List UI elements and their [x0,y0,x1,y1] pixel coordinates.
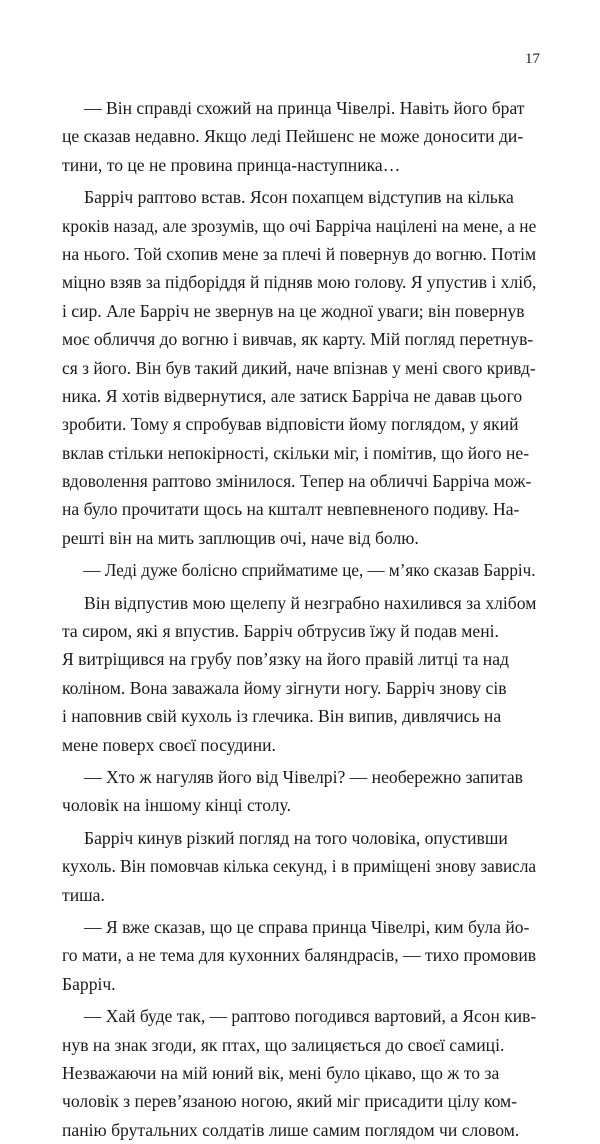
text-line: і сир. Але Барріч не звернув на це жодної уваги; він повернув [62,300,525,321]
paragraph [62,589,536,759]
page-number: 17 [525,51,540,67]
text-line: зробити. Тому я спробував відповісти йому поглядом, у який [62,414,519,435]
text-line: Я витріщився на грубу пов’язку на його правій литці та над [62,649,509,670]
text-line: моє обличчя до вогню і вивчав, як карту. Мій погляд перетнув- [62,329,534,350]
text-line: чоловік з перев’язаною ногою, який міг присадити цілу ком- [62,1091,518,1112]
text-line: і наповнив свій кухоль із глечика. Він випив, дивлячись на [62,706,502,727]
text-line: Незважаючи на мій юний вік, мені було цікаво, що ж то за [62,1062,500,1083]
text-line: Барріч раптово встав. Ясон похапцем відступив на кілька [84,187,514,208]
paragraph [62,183,536,552]
text-line: — Я вже сказав, що це справа принца Чівелрі, ким була йо- [84,916,530,937]
text-line: — Хай буде так, — раптово погодився вартовий, а Ясон кив- [83,1006,537,1027]
text-line: тиша. [62,884,105,905]
text-line: вклав стільки непокірності, скільки міг, і помітив, що його не- [62,442,530,463]
text-line: — Леді дуже болісно сприйматиме це, — м’яко сказав Барріч. [83,560,536,581]
text-line: та сиром, які я впустив. Барріч обтрусив їжу й подав мені. [62,621,499,642]
text-line: чоловік на іншому кінці столу. [62,795,291,816]
text-line: Барріч кинув різкий погляд на того чоловіка, опустивши [84,827,508,848]
text-line: на було прочитати щось на кшталт невпевненого подиву. На- [62,499,520,520]
text-line: — Він справді схожий на принца Чівелрі. Навіть його брат [84,98,525,118]
text-line: решті він на мить заплющив очі, наче від болю. [62,527,419,548]
text-line: кроків назад, але зрозумів, що очі Барріча націлені на мене, а не [62,215,537,236]
text-line: ника. Я хотів відвернутися, але затиск Барріча не давав цього [62,385,523,406]
body-text [62,94,536,1144]
text-line: мене поверх своєї посудини. [62,734,276,755]
text-line: це сказав недавно. Якщо леді Пейшенс не може доносити ди- [62,126,524,147]
text-line: нув на знак згоди, як птах, що залицяється до своєї самиці. [62,1034,505,1055]
text-line: ся з його. Він був такий дикий, наче впізнав у мені свого кривд- [62,357,536,378]
text-line: кухоль. Він помовчав кілька секунд, і в приміщені знову зависла [62,856,537,877]
text-line: вдоволення раптово змінилося. Тепер на обличчі Барріча мож- [62,471,532,492]
text-line: Барріч. [62,973,116,994]
paragraph [62,94,536,179]
text-line: на нього. Той схопив мене за плечі й повернув до вогню. Потім [62,243,537,264]
text-line: — Хто ж нагуляв його від Чівелрі? — необережно запитав [84,766,523,787]
text-line: Він відпустив мою щелепу й незграбно нахилився за хлібом [84,592,537,613]
text-line: тини, то це не провина принца-наступника… [62,154,401,175]
text-line: міцно взяв за підборіддя й підняв мою голову. Я упустив і хліб, [62,272,537,293]
text-line: панію брутальних солдатів лише самим поглядом чи словом. [62,1119,520,1140]
paragraph [62,556,536,584]
text-line: го мати, а не тема для кухонних баляндрасів, — тихо промовив [62,945,537,966]
text-line: коліном. Вона заважала йому зігнути ногу. Барріч знову сів [62,677,507,698]
paragraph [62,763,536,820]
paragraph [62,913,536,998]
paragraph [62,1002,536,1144]
paragraph [62,824,536,909]
